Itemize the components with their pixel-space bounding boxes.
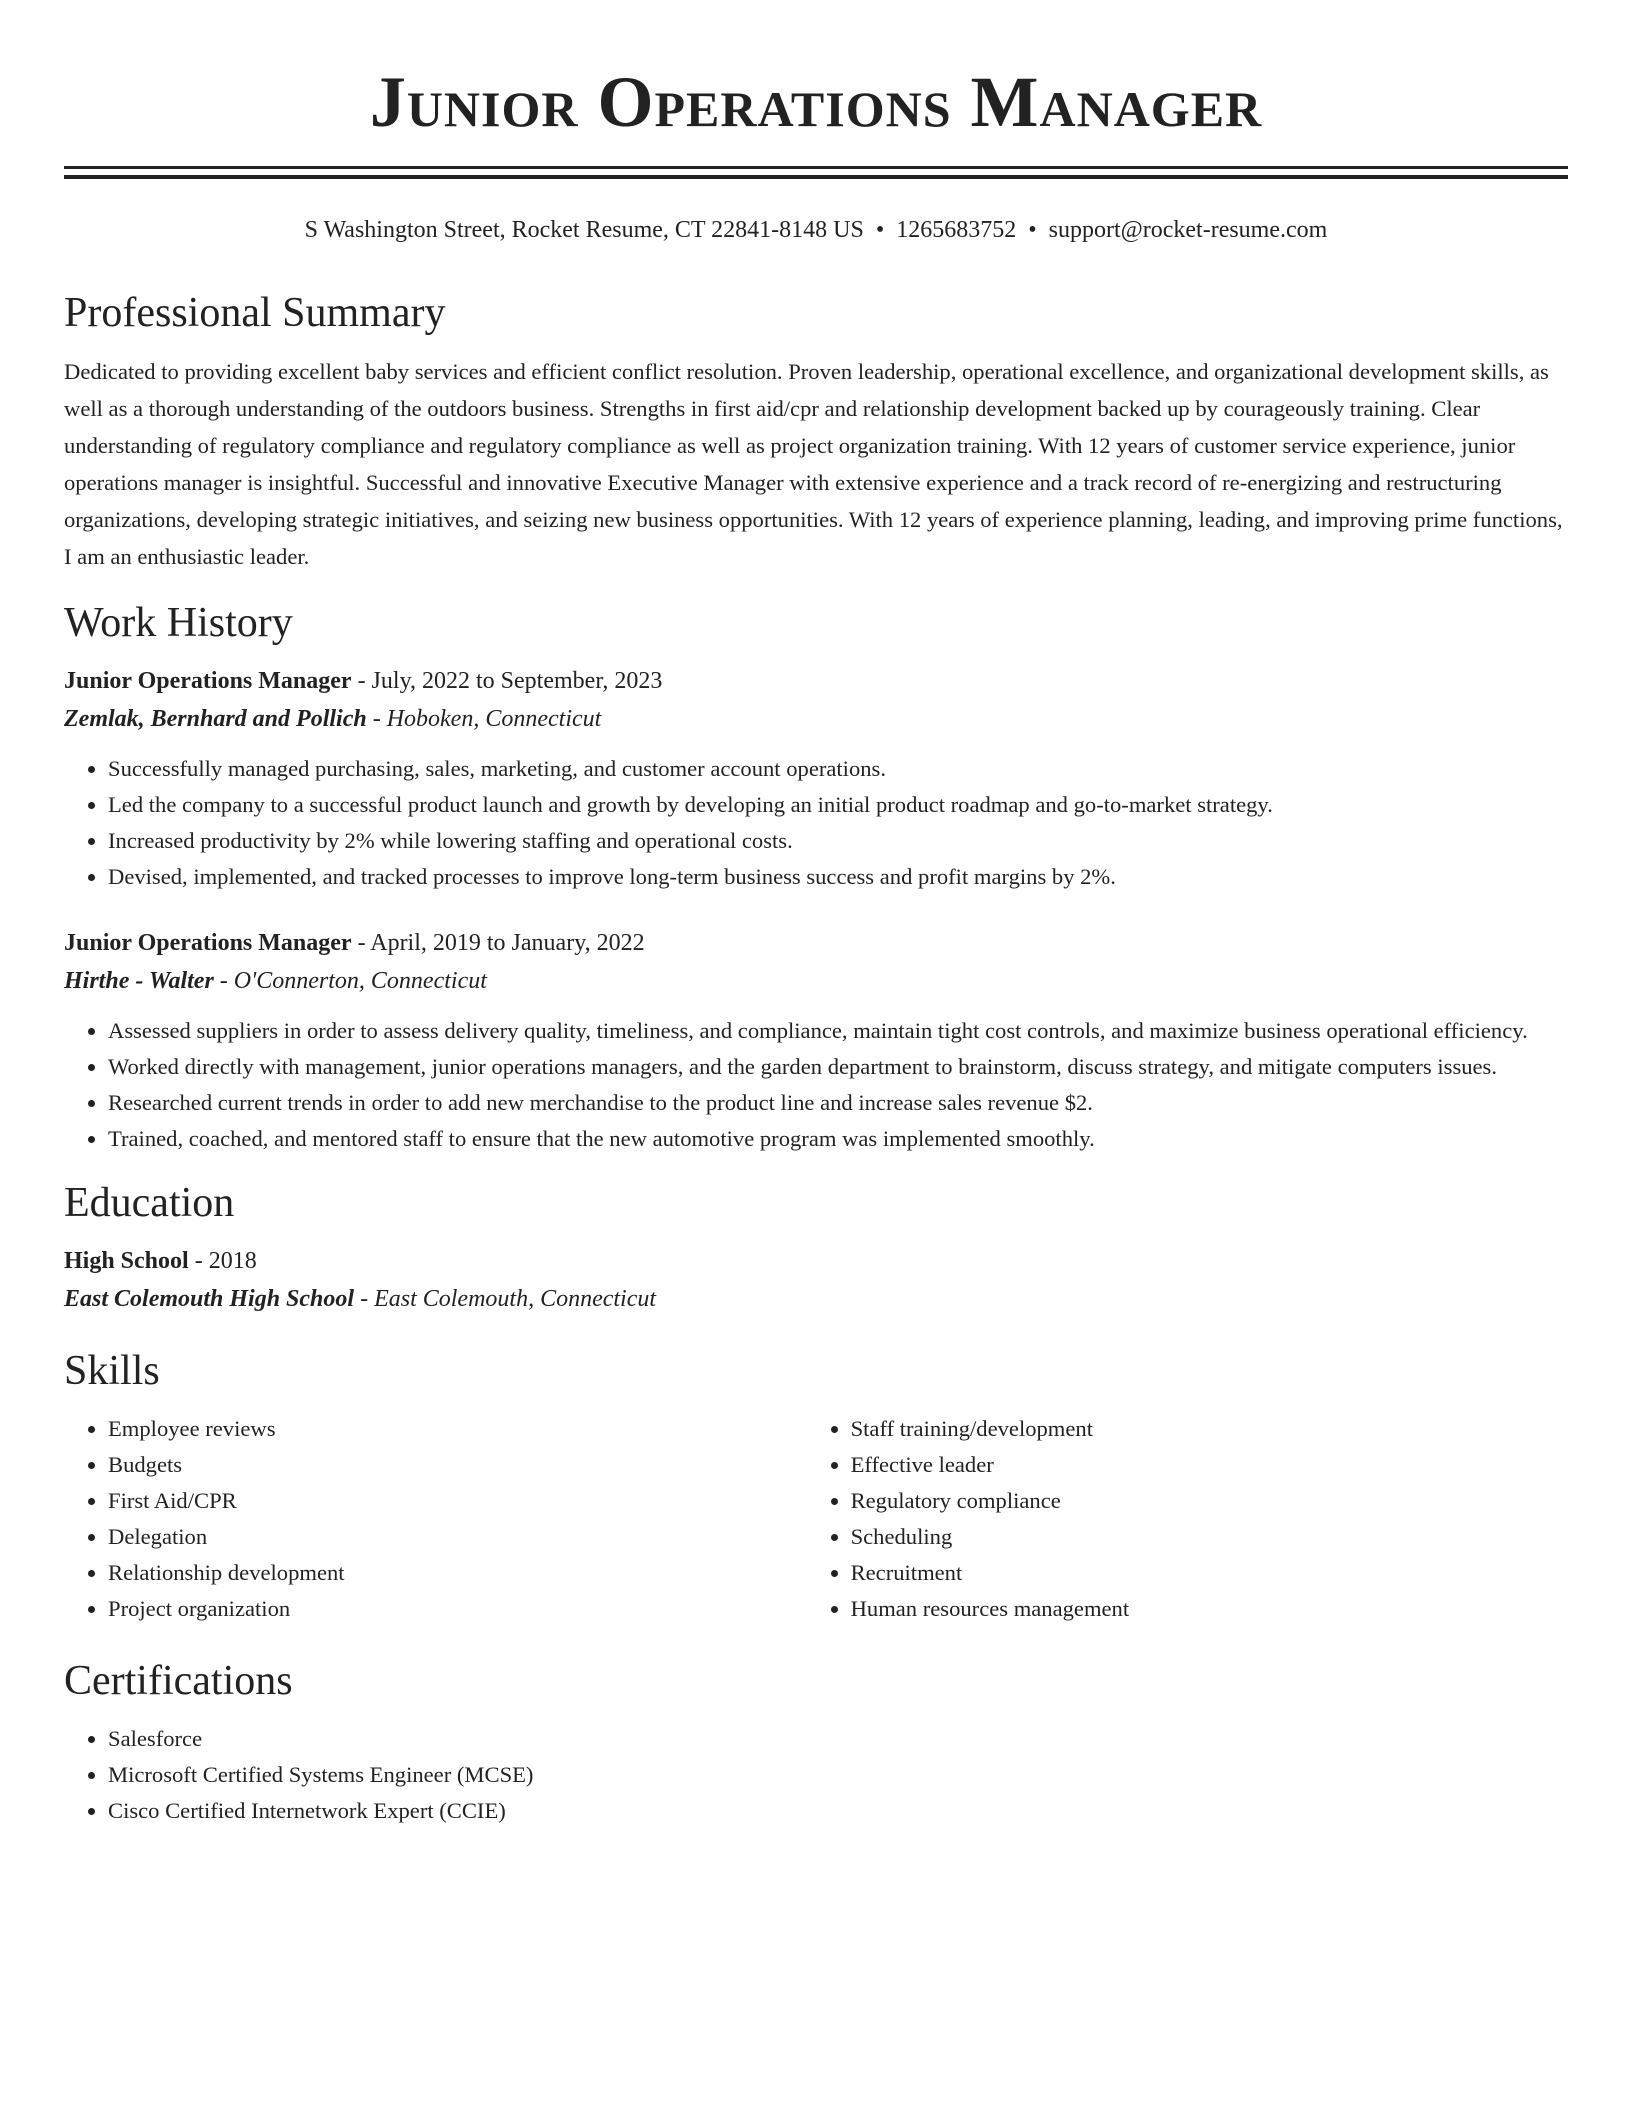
job-company: Hirthe - Walter — [64, 968, 214, 994]
job-entry — [64, 663, 1568, 895]
job-header — [64, 925, 1568, 961]
skill-item: • First Aid/CPR — [108, 1483, 807, 1519]
job-company-line — [64, 701, 1568, 737]
skill-item: • Budgets — [108, 1447, 807, 1483]
job-entry — [64, 925, 1568, 1157]
skill-item: • Scheduling — [851, 1519, 1568, 1555]
list-item: • Trained, coached, and mentored staff to ensure that the new automotive program was implemented smoothly. — [108, 1121, 1568, 1157]
education-degree: High School — [64, 1248, 189, 1274]
resume-title: Junior Operations Manager — [369, 62, 1263, 142]
contact-separator: • — [1028, 217, 1037, 243]
job-location: - Hoboken, Connecticut — [366, 706, 602, 732]
summary-heading: Professional Summary — [64, 290, 446, 336]
list-item: • Devised, implemented, and tracked processes to improve long-term business success and profit margins by 2%. — [108, 859, 1568, 895]
education-year: - 2018 — [188, 1248, 257, 1274]
job-title: Junior Operations Manager — [64, 930, 352, 956]
list-item: • Researched current trends in order to add new merchandise to the product line and increase sales revenue $2. — [108, 1085, 1568, 1121]
list-item: • Successfully managed purchasing, sales, marketing, and customer account operations. — [108, 751, 1568, 787]
job-company: Zemlak, Bernhard and Pollich — [64, 706, 367, 732]
certification-item: • Salesforce — [108, 1721, 1568, 1757]
skill-item: • Employee reviews — [108, 1411, 807, 1447]
job-bullets — [64, 751, 1568, 895]
contact-address: S Washington Street, Rocket Resume, CT 22841-8148 US — [304, 217, 864, 243]
job-title: Junior Operations Manager — [64, 668, 352, 694]
education-entry — [64, 1243, 1568, 1317]
certification-item: • Microsoft Certified Systems Engineer (MCSE) — [108, 1757, 1568, 1793]
job-dates: - July, 2022 to September, 2023 — [351, 668, 663, 694]
skill-item: • Staff training/development — [851, 1411, 1568, 1447]
contact-separator: • — [875, 217, 885, 243]
skill-item: • Effective leader — [851, 1447, 1568, 1483]
certifications-heading: Certifications — [64, 1658, 293, 1704]
education-location: - East Colemouth, Connecticut — [354, 1286, 657, 1312]
list-item: • Led the company to a successful product launch and growth by developing an initial product roadmap and go-to-market strategy. — [108, 787, 1568, 823]
list-item: • Assessed suppliers in order to assess delivery quality, timeliness, and compliance, maintain tight cost controls, and maximize business operational efficiency. — [108, 1013, 1568, 1049]
skill-item: • Regulatory compliance — [851, 1483, 1568, 1519]
skill-item: • Delegation — [108, 1519, 807, 1555]
skill-item: • Recruitment — [851, 1555, 1568, 1591]
job-dates: - April, 2019 to January, 2022 — [351, 930, 645, 956]
education-header — [64, 1243, 1568, 1279]
certifications-list — [64, 1721, 1568, 1829]
skills-columns — [64, 1411, 1568, 1627]
summary-text: Dedicated to providing excellent baby services and efficient conflict resolution. Proven leadership, operational excellence, and organizational development skills, as well as a thorough understanding of the outdoors business. Strengths in first aid/cpr and relationship development backed up by courageously training. Clear understanding of regulatory compliance and regulatory compliance as well as project organization training. With 12 years of customer service experience, junior operations manager is insightful. Successful and innovative Executive Manager with extensive experience and a track record of re-energizing and restructuring organizations, developing strategic initiatives, and seizing new business opportunities. With 12 years of experience planning, leading, and improving prime functions, I am an enthusiastic leader. — [64, 359, 1563, 569]
contact-email: support@rocket-resume.com — [1048, 217, 1328, 243]
certification-item: • Cisco Certified Internetwork Expert (CCIE) — [108, 1793, 1568, 1829]
skill-item: • Project organization — [108, 1591, 807, 1627]
job-header — [64, 663, 1568, 699]
education-school-line — [64, 1281, 1568, 1317]
list-item: • Worked directly with management, junior operations managers, and the garden department to brainstorm, discuss strategy, and mitigate computers issues. — [108, 1049, 1568, 1085]
skills-heading: Skills — [64, 1348, 160, 1394]
skill-item: • Human resources management — [851, 1591, 1568, 1627]
list-item: • Increased productivity by 2% while lowering staffing and operational costs. — [108, 823, 1568, 859]
job-bullets — [64, 1013, 1568, 1157]
skills-list-right — [807, 1411, 1568, 1627]
contact-phone: 1265683752 — [896, 217, 1017, 243]
job-company-line — [64, 963, 1568, 999]
work-history-heading: Work History — [64, 600, 293, 646]
skill-item: • Relationship development — [108, 1555, 807, 1591]
contact-line — [64, 215, 1568, 245]
education-school: East Colemouth High School — [64, 1286, 355, 1312]
header-rule-bottom — [64, 175, 1568, 179]
header-rule-top — [64, 166, 1568, 169]
job-location: - O'Connerton, Connecticut — [213, 968, 487, 994]
skills-list-left — [64, 1411, 807, 1627]
education-heading: Education — [64, 1180, 235, 1226]
